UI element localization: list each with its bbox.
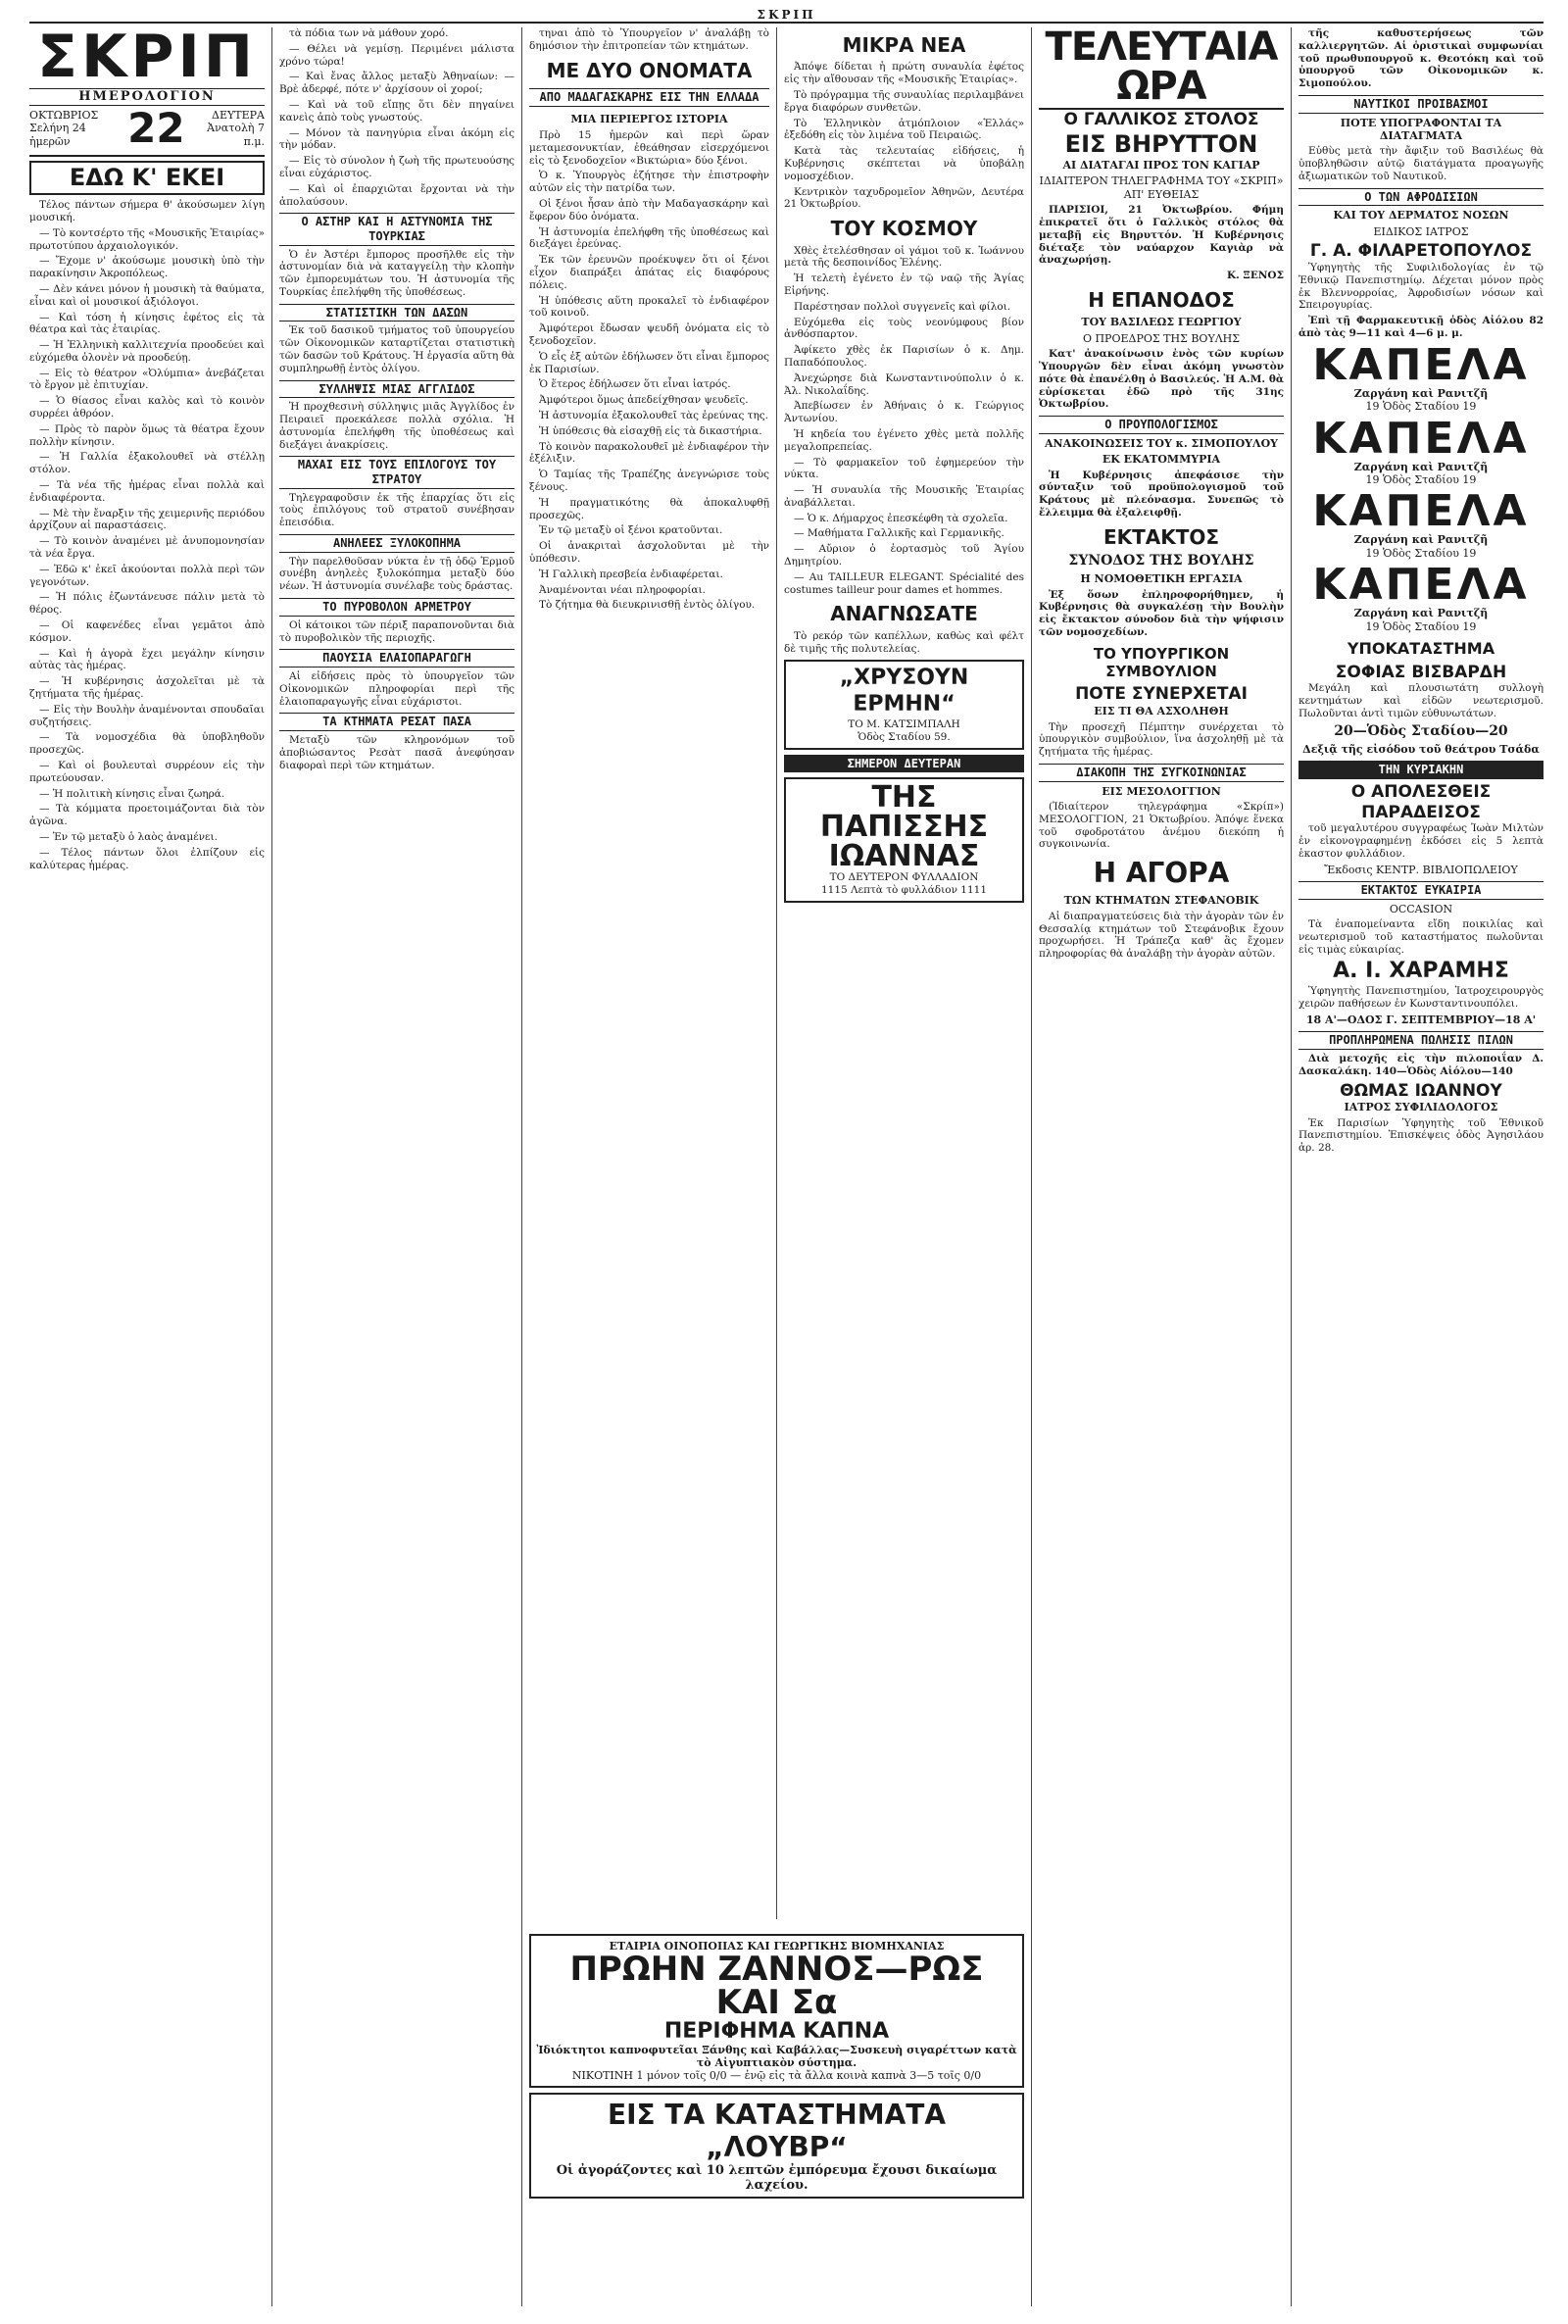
article-paragraph: — Ἡ πόλις ἐζωντάνευσε πάλιν μετὰ τὸ θέρος. [29,591,265,617]
kapela-addr: 19 Ὁδὸς Σταδίου 19 [1365,619,1477,633]
article-paragraph: Εὐχόμεθα εἰς τοὺς νεονύμφους βίον ἀνθόσπαρτον. [784,316,1024,341]
article-paragraph: Κεντρικὸν ταχυδρομεῖον Ἀθηνῶν, Δευτέρα 21 Ὀκτωβρίου. [784,185,1024,211]
headline: ΕΚΤΑΚΤΟΣ [1102,524,1220,549]
headline: ΔΙΑΚΟΠΗ ΤΗΣ ΣΥΓΚΟΙΝΩΝΙΑΣ [1039,764,1284,782]
subheadline: ΤΟΥ ΒΑΣΙΛΕΩΣ ΓΕΩΡΓΙΟΥ [1081,316,1242,329]
article-paragraph: Ἡ ὑπόθεσις αὕτη προκαλεῖ τὸ ἐνδιαφέρον τοῦ κοινοῦ. [529,294,769,320]
article-paragraph: — Εἰς τὸ θέατρον «Ὀλύμπια» ἀνεβάζεται τὸ ἔργον μὲ ἐπιτυχίαν. [29,367,265,392]
article-paragraph: Ὑφηγητὴς τῆς Συφιλιδολογίας ἐν τῷ Ἐθνικῷ Πανεπιστημίῳ. Δέχεται μόνον πρὸς ἐκ Βλεννορροίας, Ἀφροδισίων νόσων καὶ Σπειρογυρίας. [1298,261,1544,312]
newspaper-page [29,8,1544,2311]
article-paragraph: Πρὸ 15 ἡμερῶν καὶ περὶ ὥραν μεταμεσονυκτίαν, ἐθεάθησαν εἰσερχόμενοι εἰς τὸ ξενοδοχεῖον «Βικτώρια» δύο ξένοι. [529,129,769,167]
kapela-title: ΚΑΠΕΛΑ [1312,560,1530,611]
headline: ΑΝΑΓΝΩΣΑΤΕ [830,602,978,626]
headline: Η ΕΠΑΝΟΔΟΣ [1088,288,1235,312]
article-paragraph: Τηλεγραφοῦσιν ἐκ τῆς ἐπαρχίας ὅτι εἰς τοὺς ἐπιλόγους τοῦ στρατοῦ συνέβησαν ἐπεισόδια. [279,491,514,529]
headline: ΥΠΟΚΑΤΑΣΤΗΜΑ [1347,639,1495,659]
col2-article [279,27,514,208]
article-paragraph: Εὐθὺς μετὰ τὴν ἄφιξιν τοῦ Βασιλέως θὰ ὑποβληθῶσιν αὐτῷ διατάγματα προαγωγῆς ἀξιωματικῶν τοῦ Ναυτικοῦ. [1298,145,1544,183]
weekday: ΔΕΥΤΕΡΑ [212,108,265,122]
article-paragraph: Ἀμφότεροι ὅμως ἀπεδείχθησαν ψευδεῖς. [539,394,749,407]
col4-society [784,245,1024,597]
hat-shop-ad [784,660,1024,749]
article-paragraph: — Ἡ πολιτικὴ κίνησις εἶναι ζωηρά. [39,787,225,800]
article-paragraph: — Καὶ νὰ τοῦ εἴπῃς ὅτι δὲν πηγαίνει κανεὶς ἀπὸ τοὺς γνωστούς. [279,98,514,124]
ad-owner: ΤΟ Μ. ΚΑΤΣΙΜΠΑΛΗ [848,718,960,731]
headline: ΣΤΑΤΙΣΤΙΚΗ ΤΩΝ ΔΑΣΩΝ [279,304,514,322]
subheadline: ΑΙ ΔΙΑΤΑΓΑΙ ΠΡΟΣ ΤΟΝ ΚΑΓΙΑΡ [1062,159,1260,172]
ad-line: ΠΡΩΗΝ ΖΑΝΝΟΣ—ΡΩΣ ΚΑΙ Σα [569,1950,984,2022]
article-paragraph: Ἐκ Παρισίων Ὑφηγητὴς τοῦ Ἐθνικοῦ Πανεπιστημίου. Ἐπισκέψεις ὁδὸς Ἀγησιλάου ἀρ. 28. [1298,1116,1544,1155]
running-head: ΣΚΡΙΠ [29,8,1544,24]
article-paragraph: Τὸ ζήτημα θὰ διευκρινισθῇ ἐντὸς ὀλίγου. [539,599,756,612]
ad-title: ΕΙΣ ΤΑ ΚΑΤΑΣΤΗΜΑΤΑ „ΛΟΥΒΡ“ [607,2099,947,2163]
ad-address: Ὁδὸς Σταδίου 59. [858,730,951,743]
kapela-title: ΚΑΠΕΛΑ [1312,413,1530,464]
masthead-subtitle: ΗΜΕΡΟΛΟΓΙΟΝ [29,88,265,106]
article-paragraph: τὰ πόδια των νὰ μάθουν χορό. [289,27,449,39]
article-paragraph: — Τὸ κοντσέρτο τῆς «Μουσικῆς Ἑταιρίας» πρωτοτύπου ἀρχαιολογικόν. [29,226,265,252]
article-paragraph: Ἡ Γαλλικὴ πρεσβεία ἐνδιαφέρεται. [539,568,723,580]
kapela-sub: Ζαργάνη καὶ Ρανιτζῆ [1353,533,1489,547]
col4-news [784,61,1024,211]
column-4 [784,27,1024,1919]
publisher: Ἔκδοσις ΚΕΝΤΡ. ΒΙΒΛΙΟΠΩΛΕΙΟΥ [1324,863,1518,876]
kapela-addr: 19 Ὁδὸς Σταδίου 19 [1365,472,1477,486]
article-paragraph: Διὰ μετοχῆς εἰς τὴν πιλοποιΐαν Δ. Δασκαλάκη. 140—Ὁδὸς Αἰόλου—140 [1298,1052,1544,1077]
kapela-sub: Ζαργάνη καὶ Ρανιτζῆ [1353,386,1489,400]
masthead [29,27,265,157]
subheadline: OCCASION [1389,902,1453,915]
headline: ΤΕΛΕΥΤΑΙΑ ΩΡΑ [1039,27,1284,110]
article-paragraph: Ἡ ἀστυνομία ἐξακολουθεῖ τὰς ἐρεύνας της. [539,409,769,421]
article-paragraph: τοῦ μεγαλυτέρου συγγραφέως Ἰωὰν Μιλτὼν ἐν εἰκονογραφημένῃ ἐκδόσει εἰς 5 λεπτὰ ἑκαστον φυλλάδιον. [1298,822,1544,860]
column-1 [29,27,265,2306]
article-paragraph: — Ἐδῶ κ' ἐκεῖ ἀκούονται πολλὰ περὶ τῶν γεγονότων. [29,563,265,588]
column-5 [1039,27,1284,2306]
dateline [29,103,265,152]
article-paragraph: — Ἡ Ἑλληνικὴ καλλιτεχνία προοδεύει καὶ εὐχόμεθα ὁλονὲν νὰ προοδεύῃ. [29,339,265,364]
article-paragraph: — Εἰς τὸ σύνολον ἡ ζωὴ τῆς πρωτευούσης εἶναι εὐχάριστος. [279,155,514,179]
article-paragraph: Ἡ κηδεία του ἐγένετο χθὲς μετὰ πολλῆς μεγαλοπρεπείας. [784,427,1024,453]
kapela-title: ΚΑΠΕΛΑ [1312,486,1530,537]
article-paragraph: — Θέλει νὰ γεμίσῃ. Περιμένει μάλιστα χρόνο τώρα! [279,42,514,68]
article-paragraph: — Καὶ τόση ἡ κίνησις ἐφέτος εἰς τὰ θέατρα καὶ τὰς ἑταιρίας. [29,311,265,336]
article-paragraph: — Οἱ καφενέδες εἶναι γεμᾶτοι ἀπὸ κόσμον. [29,619,265,644]
subheadline: ΕΙΣ ΤΙ ΘΑ ΑΣΧΟΛΗΘΗ [1094,705,1229,718]
moon-note: Σελήνη 24 ἡμερῶν [29,122,86,148]
article-paragraph: — Τὸ φαρμακεῖον τοῦ ἐφημερεύον τὴν νύκτα. [784,456,1024,481]
headline: ΤΑ ΚΤΗΜΑΤΑ ΡΕΣΑΤ ΠΑΣΑ [279,713,514,731]
article-paragraph: Μεταξὺ τῶν κληρονόμων τοῦ ἀποβιώσαντος Ρεσὰτ πασᾶ ἀνεφύησαν διαφοραὶ περὶ τῶν κτημάτων. [279,733,514,771]
ad-title: ΤΗΣ ΠΑΠΙΣΣΗΣ ΙΩΑΝΝΑΣ [819,780,989,874]
ad-line: ΕΤΑΙΡΙΑ ΟΙΝΟΠΟΙΙΑΣ ΚΑΙ ΓΕΩΡΓΙΚΗΣ ΒΙΟΜΗΧΑΝΙΑΣ [609,1940,945,1953]
article-paragraph: — Ἡ κυβέρνησις ἀσχολεῖται μὲ τὰ ζητήματα τῆς ἡμέρας. [29,675,265,701]
kapela-sub: Ζαργάνη καὶ Ρανιτζῆ [1353,460,1489,473]
article-paragraph: Χθὲς ἐτελέσθησαν οἱ γάμοι τοῦ κ. Ἰωάννου μετὰ τῆς δεσποινίδος Ἑλένης. [784,244,1024,270]
address: Δεξιᾷ τῆς εἰσόδου τοῦ θεάτρου Τσάδα [1302,742,1540,756]
subheadline: Ο ΠΡΟΕΔΡΟΣ ΤΗΣ ΒΟΥΛΗΣ [1082,331,1241,345]
column-rule [776,27,777,1919]
headline: ΤΗΝ ΚΥΡΙΑΚΗΝ [1298,761,1544,779]
article-paragraph: Ὁ ἐν Ἀστέρι ἔμπορος προσῆλθε εἰς τὴν ἀστυνομίαν διὰ νὰ καταγγείλῃ τὴν κλοπὴν τῶν ἐμπορευμάτων του. Ἡ ἀστυνομία τῆς Τουρκίας ἐπελήφθη τῆς ὑποθέσεως. [279,248,514,298]
article-paragraph: — Καὶ οἱ ἐπαρχιῶται ἔρχονται νὰ τὴν ἀπολαύσουν. [279,182,514,208]
article-paragraph: Ἐπὶ τῇ Φαρμακευτικῇ ὁδὸς Αἰόλου 82 ἀπὸ τὰς 9—11 καὶ 4—6 μ. μ. [1298,315,1544,339]
address: 20—Ὁδὸς Σταδίου—20 [1334,722,1508,739]
subheadline: ΠΟΤΕ ΥΠΟΓΡΑΦΟΝΤΑΙ ΤΑ ΔΙΑΤΑΓΜΑΤΑ [1340,116,1502,143]
article-paragraph: Τέλος πάντων σήμερα θ' ἀκούσωμεν λίγη μουσική. [29,199,265,223]
column-rule [1031,27,1032,2306]
month: ΟΚΤΩΒΡΙΟΣ [29,108,99,122]
headline: ΕΙΣ ΒΗΡΥΤΤΟΝ [1064,129,1258,158]
article-paragraph: Ἀναμένονται νέαι πληροφορίαι. [539,583,706,596]
masthead-name: ΣΚΡΙΠ [37,27,257,91]
article-paragraph: Ὁ κ. Ὑπουργὸς ἐζήτησε τὴν ἐπιστροφὴν αὐτῶν εἰς τὴν πατρίδα των. [529,170,769,195]
headline: ΠΑΟΥΣΙΑ ΕΛΑΙΟΠΑΡΑΓΩΓΗ [279,649,514,668]
article-paragraph: Ὁ εἷς ἐξ αὐτῶν ἐδήλωσεν ὅτι εἶναι ἔμπορος ἐκ Παρισίων. [529,350,769,375]
article-paragraph: Ἡ προχθεσινὴ σύλληψις μιᾶς Ἀγγλίδος ἐν Πειραιεῖ προεκάλεσε πολλὰ σχόλια. Ἡ ἀστυνομία ἐπελήφθη τῆς ὑποθέσεως καὶ διεξάγει ἀνακρίσεις. [279,401,514,451]
headline: Η ΑΓΟΡΑ [1093,857,1230,890]
article-paragraph: Ἀπόψε δίδεται ἡ πρώτη συναυλία ἐφέτος εἰς τὴν αἴθουσαν τῆς «Μουσικῆς Ἑταιρίας». [784,61,1024,86]
signature: Κ. ΞΕΝΟΣ [1227,270,1284,282]
article-paragraph: — Τὰ νομοσχέδια θὰ ὑποβληθοῦν προσεχῶς. [29,731,265,757]
doctor-name: Γ. Α. ΦΙΛΑΡΕΤΟΠΟΥΛΟΣ [1309,241,1533,262]
subheadline: ΙΑΤΡΟΣ ΣΥΦΙΛΙΔΟΛΟΓΟΣ [1344,1101,1498,1114]
article-paragraph: Τὸ πρόγραμμα τῆς συναυλίας περιλαμβάνει ἔργα διαφόρων συνθετῶν. [784,88,1024,114]
tobacco-ad [529,1934,1024,2088]
article-paragraph: Κατὰ τὰς τελευταίας εἰδήσεις, ἡ Κυβέρνησις σκέπτεται νὰ ὑποβάλῃ νομοσχέδιον. [784,145,1024,182]
article-paragraph: — Τὸ κοινὸν ἀναμένει μὲ ἀνυπομονησίαν τὰ νέα ἔργα. [29,535,265,561]
section-heading: ΕΔΩ Κ' ΕΚΕΙ [29,161,265,195]
article-paragraph: Τὸ κοινὸν παρακολουθεῖ μὲ ἐνδιαφέρον τὴν ἐξέλιξιν. [529,440,769,466]
headline: ΕΚΤΑΚΤΟΣ ΕΥΚΑΙΡΙΑ [1298,881,1544,900]
kapela-title: ΚΑΠΕΛΑ [1312,339,1530,390]
headline: Ο ΓΑΛΛΙΚΟΣ ΣΤΟΛΟΣ [1063,110,1259,129]
louvre-ad [529,2093,1024,2199]
column-2 [279,27,514,2306]
subheadline: ΕΚ ΕΚΑΤΟΜΜΥΡΙΑ [1102,453,1221,467]
column-rule [521,27,522,2306]
serial-ad [784,777,1024,903]
subheadline: ΜΙΑ ΠΕΡΙΕΡΓΟΣ ΙΣΤΟΡΙΑ [570,112,728,125]
headline: ΜΙΚΡΑ ΝΕΑ [842,33,966,57]
article-paragraph: — Πρὸς τὸ παρὸν ὅμως τὰ θέατρα ἔχουν πολλὴν κίνησιν. [29,422,265,448]
headline: ΑΝΗΛΕΕΣ ΞΥΛΟΚΟΠΗΜΑ [279,534,514,553]
article-paragraph: τηναι ἀπὸ τὸ Ὑπουργεῖον ν' ἀναλάβῃ τὸ δημόσιον τὴν ἐπιτροπείαν τῶν κτημάτων. [529,27,769,52]
subheadline: ΤΩΝ ΚΤΗΜΑΤΩΝ ΣΤΕΦΑΝΟΒΙΚ [1063,894,1259,908]
article-paragraph: Ἀφίκετο χθὲς ἐκ Παρισίων ὁ κ. Δημ. Παπαδόπουλος. [784,344,1024,369]
article-paragraph: — Τὰ κόμματα προετοιμάζονται διὰ τὸν ἀγῶνα. [29,803,265,828]
article-paragraph: — Μαθήματα Γαλλικῆς καὶ Γερμανικῆς. [794,527,1004,540]
article-paragraph: Ἀπεβίωσεν ἐν Ἀθήναις ὁ κ. Γεώργιος Ἀντωνίου. [784,400,1024,425]
headline: ΠΡΟΠΛΗΡΩΜΕΝΑ ΠΩΛΗΣΙΣ ΠΙΛΩΝ [1298,1031,1544,1050]
headline: ΝΑΥΤΙΚΟΙ ΠΡΟΙΒΑΣΜΟΙ [1298,95,1544,114]
kapela-ad [1298,413,1544,487]
kapela-ad [1298,339,1544,414]
article-paragraph: Μεγάλη καὶ πλουσιωτάτη συλλογὴ κεντημάτων καὶ εἰδῶν νεωτερισμοῦ. Πωλοῦνται ἀντὶ τιμῶν εὐθυνωτάτων. [1298,682,1544,719]
article-paragraph: — Ἐν τῷ μεταξὺ ὁ λαὸς ἀναμένει. [39,830,218,843]
article-paragraph: Ἀνεχώρησε διὰ Κωνσταντινούπολιν ὁ κ. Ἀλ. Νικολαΐδης. [784,371,1024,397]
kapela-ad [1298,560,1544,633]
headline: Ο ΠΡΟΥΠΟΛΟΓΙΣΜΟΣ [1039,416,1284,434]
article-paragraph: ΠΑΡΙΣΙΟΙ, 21 Ὀκτωβρίου. Φήμη ἐπικρατεῖ ὅτι ὁ Γαλλικὸς στόλος θὰ μεταβῇ εἰς Βηρυττόν. Ἡ Κυβέρνησις διέταξε τὸν ναύαρχον Καγιὰρ νὰ ἀναχωρήσῃ. [1039,204,1284,267]
kapela-addr: 19 Ὁδὸς Σταδίου 19 [1365,400,1477,414]
subheadline: ΣΟΦΙΑΣ ΒΙΣΒΑΡΔΗ [1335,662,1507,682]
article-paragraph: Οἱ ἀνακριταὶ ἀσχολοῦνται μὲ τὴν ὑπόθεσιν. [529,540,769,565]
address: 18 Α'—ΟΔΟΣ Γ. ΣΕΠΤΕΜΒΡΙΟΥ—18 Α' [1305,1013,1537,1026]
subheadline: ΕΙΔΙΚΟΣ ΙΑΤΡΟΣ [1373,224,1469,238]
subheadline: ΙΔΙΑΙΤΕΡΟΝ ΤΗΛΕΓΡΑΦΗΜΑ ΤΟΥ «ΣΚΡΙΠ» ΑΠ' ΕΥΘΕΙΑΣ [1039,174,1284,201]
article-paragraph: Αἱ εἰδήσεις πρὸς τὸ ὑπουργεῖον τῶν Οἰκονομικῶν πληροφορίαι περὶ τῆς ἐλαιοπαραγωγῆς εἶναι εὐχάριστοι. [279,669,514,708]
col3-article [529,129,769,612]
article-paragraph: Τὴν προσεχῆ Πέμπτην συνέρχεται τὸ ὑπουργικὸν συμβούλιον, ἵνα ἀσχοληθῇ μὲ τὰ ζητήματα τῆς ἡμέρας. [1039,720,1284,759]
headline: ΜΕ ΔΥΟ ΟΝΟΜΑΤΑ [546,58,753,82]
article-paragraph: Ὑφηγητὴς Πανεπιστημίου, Ἰατροχειρουργὸς χειρῶν παθήσεων ἐν Κωνσταντινουπόλει. [1298,985,1544,1011]
headline: Ο ΤΩΝ ΑΦΡΟΔΙΣΙΩΝ [1298,188,1544,207]
headline: ΣΥΛΛΗΨΙΣ ΜΙΑΣ ΑΓΓΛΙΔΟΣ [279,380,514,399]
headline: ΘΩΜΑΣ ΙΩΑΝΝΟΥ [1340,1080,1502,1101]
column-rule [1291,27,1292,2306]
subheadline: Η ΝΟΜΟΘΕΤΙΚΗ ΕΡΓΑΣΙΑ [1080,572,1243,586]
article-paragraph: — Τὰ νέα τῆς ἡμέρας εἶναι πολλὰ καὶ ἐνδιαφέροντα. [29,479,265,504]
headline: ΣΗΜΕΡΟΝ ΔΕΥΤΕΡΑΝ [784,755,1024,773]
subheadline: ΠΟΤΕ ΣΥΝΕΡΧΕΤΑΙ [1075,684,1248,705]
article-paragraph: Οἱ ξένοι ἦσαν ἀπὸ τὴν Μαδαγασκάρην καὶ ἔφερον δύο ὀνόματα. [529,198,769,223]
kapela-ad [1298,486,1544,560]
subheadline: ΚΑΙ ΤΟΥ ΔΕΡΜΑΤΟΣ ΝΟΣΩΝ [1333,209,1509,223]
article-paragraph: Ἐκ τῶν ἐρευνῶν προέκυψεν ὅτι οἱ ξένοι εἶχον διαπράξει ἀπάτας εἰς διαφόρους πόλεις. [529,254,769,291]
article-paragraph: Ἐν τῷ μεταξὺ οἱ ξένοι κρατοῦνται. [539,524,723,537]
article-paragraph: Ὁ ἕτερος ἐδήλωσεν ὅτι εἶναι ἰατρός. [539,378,731,391]
headline: ΤΟ ΠΥΡΟΒΟΛΟΝ ΑΡΜΕΤΡΟΥ [279,598,514,617]
ad-line: ΠΕΡΙΦΗΜΑ ΚΑΠΝΑ [663,2019,890,2044]
day-number: 22 [127,103,185,152]
article-paragraph: — Καὶ ἡ ἀγορὰ ἔχει μεγάλην κίνησιν αὐτὰς τὰς ἡμέρας. [29,647,265,672]
subheadline: ΕΙΣ ΜΕΣΟΛΟΓΓΙΟΝ [1102,784,1221,798]
ad-line: ΝΙΚΟΤΙΝΗ 1 μόνον τοῖς 0/0 — ἐνῷ εἰς τὰ ἄλλα κοινὰ καπνὰ 3—5 τοῖς 0/0 [571,2069,982,2082]
article-paragraph: — Εἰς τὴν Βουλὴν ἀναμένονται σπουδαῖαι συζητήσεις. [29,703,265,728]
article-paragraph: — Καὶ οἱ βουλευταὶ συρρέουν εἰς τὴν πρωτεύουσαν. [29,760,265,784]
article-paragraph: — Ὁ θίασος εἶναι καλὸς καὶ τὸ κοινὸν συρρέει ἀθρόον. [29,395,265,420]
article-paragraph: Ἐκ τοῦ δασικοῦ τμήματος τοῦ ὑπουργείου τῶν Οἰκονομικῶν καταρτίζεται στατιστικὴ τῶν δασῶν τοῦ Κράτους. Ἡ ἐργασία αὕτη θὰ συμπληρωθῇ ἐντὸς ὀλίγου. [279,324,514,374]
article-paragraph: — Μὲ τὴν ἔναρξιν τῆς χειμερινῆς περιόδου ἀρχίζουν αἱ παραστάσεις. [29,507,265,532]
article-paragraph: — Αὔριον ὁ ἑορτασμὸς τοῦ Ἁγίου Δημητρίου. [784,543,1024,569]
article-paragraph: Τὸ ρεκόρ τῶν καπέλλων, καθὼς καὶ φέλτ δὲ τιμῆς τῆς πολυτελείας. [784,629,1024,655]
headline: ΑΠΟ ΜΑΔΑΓΑΣΚΑΡΗΣ ΕΙΣ ΤΗΝ ΕΛΛΑΔΑ [529,88,769,107]
headline: Ο ΑΣΤΗΡ ΚΑΙ Η ΑΣΤΥΝΟΜΙΑ ΤΗΣ ΤΟΥΡΚΙΑΣ [279,213,514,245]
article-paragraph: Ἡ πραγματικότης θὰ ἀποκαλυφθῇ προσεχῶς. [529,496,769,521]
article-paragraph: Κατ' ἀνακοίνωσιν ἐνὸς τῶν κυρίων Ὑπουργῶν δὲν εἶναι ἀκόμη γνωστὸν πότε θὰ ἐπανέλθῃ ὁ Βασιλεύς. Ἡ Α.Μ. θὰ εὑρίσκεται ἐδῶ πρὸ τῆς 31ης Ὀκτωβρίου. [1039,348,1284,411]
article-paragraph: Τὴν παρελθοῦσαν νύκτα ἐν τῇ ὁδῷ Ἑρμοῦ συνέβη ἀνηλεὲς ξυλοκόπημα μεταξὺ δύο νέων. Ἡ ἀστυνομία συνέλαβε τοὺς δράστας. [279,555,514,593]
article-paragraph: Ἡ τελετὴ ἐγένετο ἐν τῷ ναῷ τῆς Ἁγίας Εἰρήνης. [784,272,1024,297]
ad-text: Οἱ ἀγοράζοντες καὶ 10 λεπτῶν ἐμπόρευμα ἔχουσι δικαίωμα λαχείου. [556,2163,998,2193]
article-paragraph: — Ἔχομε ν' ἀκούσωμε μουσικὴ ὑπὸ τὴν παρακίνησιν Ἀκροπόλεως. [29,255,265,280]
bottom-ads [529,1929,1024,2203]
ad-line: Ἰδιόκτητοι καπνοφυτεῖαι Ξάνθης καὶ Καβάλλας—Συσκευὴ σιγαρέττων κατὰ τὸ Αἰγυπτιακὸν σύστημα. [536,2044,1017,2069]
ad-shop-name: „ΧΡΥΣΟΥΝ ΕΡΜΗΝ“ [839,666,969,717]
column-6 [1298,27,1544,2306]
article-paragraph: Τὰ ἐναπομείναντα εἴδη ποικιλίας καὶ νεωτερισμοῦ τοῦ καταστήματος πωλοῦνται εἰς τιμὰς εὐκαιρίας. [1298,918,1544,956]
article-paragraph: — Ἡ συναυλία τῆς Μουσικῆς Ἑταιρίας ἀναβάλλεται. [784,484,1024,509]
article-paragraph: — Τέλος πάντων ὅλοι ἐλπίζουν εἰς καλύτερας ἡμέρας. [29,846,265,871]
article-paragraph: Τὸ Ἑλληνικὸν ἀτμόπλοιον «Ἑλλάς» ἐξεδόθη εἰς τὸν λιμένα τοῦ Πειραιῶς. [784,117,1024,142]
article-paragraph: Αἱ διαπραγματεύσεις διὰ τὴν ἀγορὰν τῶν ἐν Θεσσαλίᾳ κτημάτων τοῦ Στεφάνοβικ ἔχουν προχωρήσει. Ἡ Τράπεζα καθ' ἃς ἔχομεν πληροφορίας θὰ ἀναλάβῃ τὴν ἀγορὰν αὐτῶν. [1039,910,1284,961]
headline: ΤΟ ΥΠΟΥΡΓΙΚΟΝ ΣΥΜΒΟΥΛΙΟΝ [1093,644,1230,681]
sunrise-note: Ἀνατολὴ 7 π.μ. [207,122,265,148]
article-paragraph: — Ὁ κ. Δήμαρχος ἐπεσκέφθη τὰ σχολεῖα. [794,512,1008,524]
subheadline: ΑΝΑΚΟΙΝΩΣΕΙΣ ΤΟΥ κ. ΣΙΜΟΠΟΥΛΟΥ [1045,436,1278,450]
article-paragraph: Ὁ Ταμίας τῆς Τραπέζης ἀνεγνώρισε τοὺς ξένους. [529,469,769,493]
kapela-addr: 19 Ὁδὸς Σταδίου 19 [1365,546,1477,560]
headline: ΤΟΥ ΚΟΣΜΟΥ [830,217,978,241]
headline: ΜΑΧΑΙ ΕΙΣ ΤΟΥΣ ΕΠΙΛΟΓΟΥΣ ΤΟΥ ΣΤΡΑΤΟΥ [279,456,514,488]
article-paragraph: Ἡ Κυβέρνησις ἀπεφάσισε τὴν σύνταξιν τοῦ προϋπολογισμοῦ τοῦ Κράτους μὲ πλεόνασμα. Συνεπῶς τὸ ἔλλειμμα θὰ ἐξαλειφθῇ. [1039,469,1284,519]
article-paragraph: — Au TAILLEUR ELEGANT. Spécialité des costumes tailleur pour dames et hommes. [784,570,1024,596]
article-paragraph: — Ἡ Γαλλία ἐξακολουθεῖ νὰ στέλλῃ στόλον. [29,451,265,476]
subheadline: Ο ΑΠΟΛΕΣΘΕΙΣ ΠΑΡΑΔΕΙΣΟΣ [1350,781,1492,822]
article-paragraph: Ἀμφότεροι ἔδωσαν ψευδῆ ὀνόματα εἰς τὸ ξενοδοχεῖον. [529,322,769,347]
column-rule [271,27,272,2306]
headline: Α. Ι. ΧΑΡΑΜΗΣ [1333,959,1509,984]
column-3 [529,27,769,1919]
article-paragraph: (Ἰδιαίτερον τηλεγράφημα «Σκρίπ») ΜΕΣΟΛΟΓΓΙΟΝ, 21 Ὀκτωβρίου. Ἀπόψε ἕνεκα τοῦ σφοδροτάτου ἀνέμου διεκόπη ἡ συγκοινωνία. [1039,801,1284,851]
article-paragraph: Οἱ κάτοικοι τῶν πέριξ παραπονοῦνται διὰ τὸ πυροβολικὸν τῆς περιοχῆς. [279,618,514,644]
article-paragraph: — Δὲν κάνει μόνον ἡ μουσικὴ τὰ θαύματα, εἶναι καὶ οἱ μουσικοί ἀξιόλογοι. [29,282,265,308]
col1-article [29,199,265,871]
article-paragraph: τῆς καθυστερήσεως τῶν καλλιεργητῶν. Αἱ ὁριστικαὶ συμφωνίαι τοῦ πρωθυπουργοῦ κ. Θεοτόκη καὶ τοῦ ὑπουργοῦ τῶν Οἰκονομικῶν κ. Σιμοπούλου. [1298,27,1544,90]
article-paragraph: Ἡ ἀστυνομία ἐπελήφθη τῆς ὑποθέσεως καὶ διεξάγει ἐρεύνας. [529,225,769,251]
ad-price: 1115 Λεπτὰ τὸ φυλλάδιον 1111 [820,884,988,897]
article-paragraph: Παρέστησαν πολλοὶ συγγενεῖς καὶ φίλοι. [794,300,1011,313]
article-paragraph: Ἡ ὑπόθεσις θὰ εἰσαχθῇ εἰς τὰ δικαστήρια. [539,424,762,437]
article-paragraph: Ἐξ ὅσων ἐπληροφορήθημεν, ἡ Κυβέρνησις θὰ συγκαλέσῃ τὴν Βουλὴν εἰς ἔκτακτον σύνοδον διὰ τὴν ψήφισιν τῶν νομοσχεδίων. [1039,588,1284,639]
kapela-sub: Ζαργάνη καὶ Ρανιτζῆ [1353,607,1489,620]
ad-subtitle: ΤΟ ΔΕΥΤΕΡΟΝ ΦΥΛΛΑΔΙΟΝ [829,871,979,884]
article-paragraph: — Καὶ ἔνας ἄλλος μεταξὺ Ἀθηναίων: — Βρὲ ἀδερφέ, πότε ν' ἀρχίσουν οἱ χοροί; [279,71,514,96]
subheadline: ΣΥΝΟΔΟΣ ΤΗΣ ΒΟΥΛΗΣ [1068,553,1254,569]
article-paragraph: — Μόνον τὰ πανηγύρια εἶναι ἀκόμη εἰς τὴν μόδαν. [279,126,514,152]
